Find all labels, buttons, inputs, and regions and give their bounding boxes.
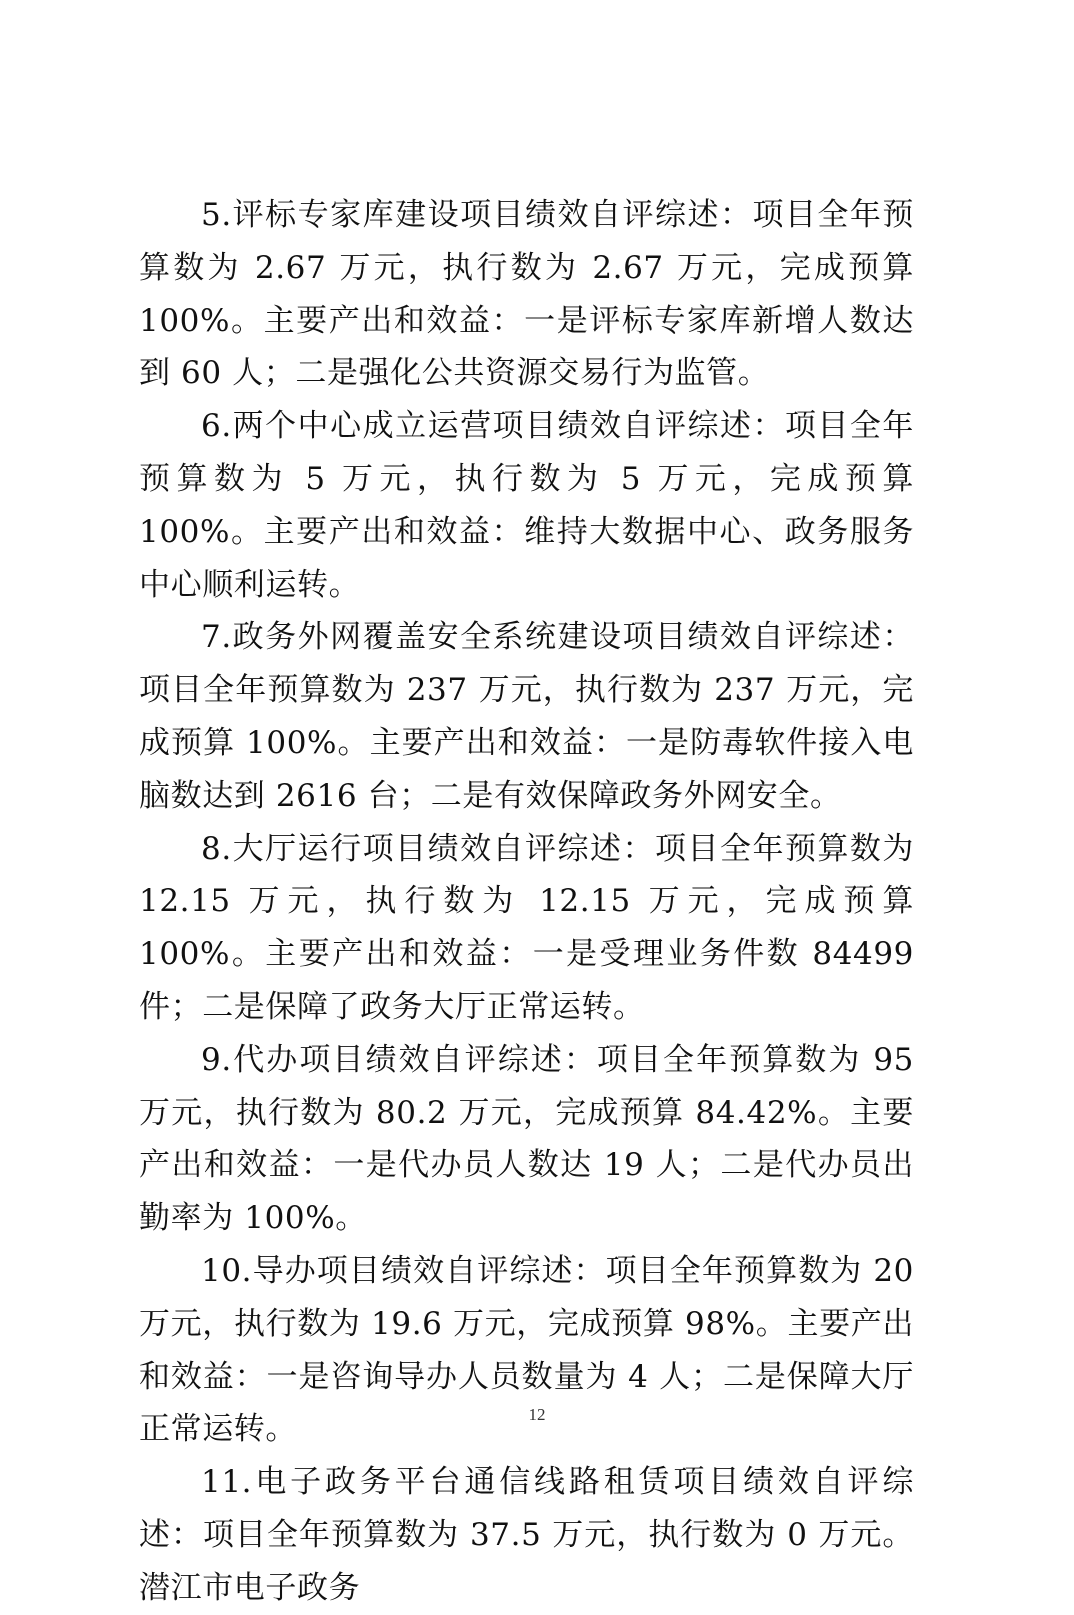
paragraph-item-6: 6.两个中心成立运营项目绩效自评综述：项目全年预算数为 5 万元，执行数为 5 万元，完成预算 100%。主要产出和效益：维持大数据中心、政务服务中心顺利运转。 [139, 408, 914, 603]
paragraph-item-7: 7.政务外网覆盖安全系统建设项目绩效自评综述：项目全年预算数为 237 万元，执行数为 237 万元，完成预算 100%。主要产出和效益：一是防毒软件接入电脑数达到 2616 台；二是有效保障政务外网安全。 [139, 619, 914, 814]
paragraph-item-11: 11.电子政务平台通信线路租赁项目绩效自评综述：项目全年预算数为 37.5 万元，执行数为 0 万元。潜江市电子政务 [139, 1464, 914, 1606]
paragraph-item-9: 9.代办项目绩效自评综述：项目全年预算数为 95 万元，执行数为 80.2 万元，完成预算 84.42%。主要产出和效益：一是代办员人数达 19 人；二是代办员出勤率为 100%。 [139, 1041, 914, 1237]
paragraph-item-8: 8.大厅运行项目绩效自评综述：项目全年预算数为 12.15 万元，执行数为 12.15 万元，完成预算 100%。主要产出和效益：一是受理业务件数 84499 件；二是保障了政务大厅正常运转。 [139, 830, 914, 1025]
paragraph-item-10: 10.导办项目绩效自评综述：项目全年预算数为 20 万元，执行数为 19.6 万元，完成预算 98%。主要产出和效益：一是咨询导办人员数量为 4 人；二是保障大厅正常运转。 [139, 1252, 914, 1448]
paragraph-item-5: 5.评标专家库建设项目绩效自评综述：项目全年预算数为 2.67 万元，执行数为 2.67 万元，完成预算 100%。主要产出和效益：一是评标专家库新增人数达到 60 人；二是强化公共资源交易行为监管。 [139, 197, 914, 392]
document-body [139, 189, 914, 1615]
page-number: 12 [528, 1405, 546, 1424]
